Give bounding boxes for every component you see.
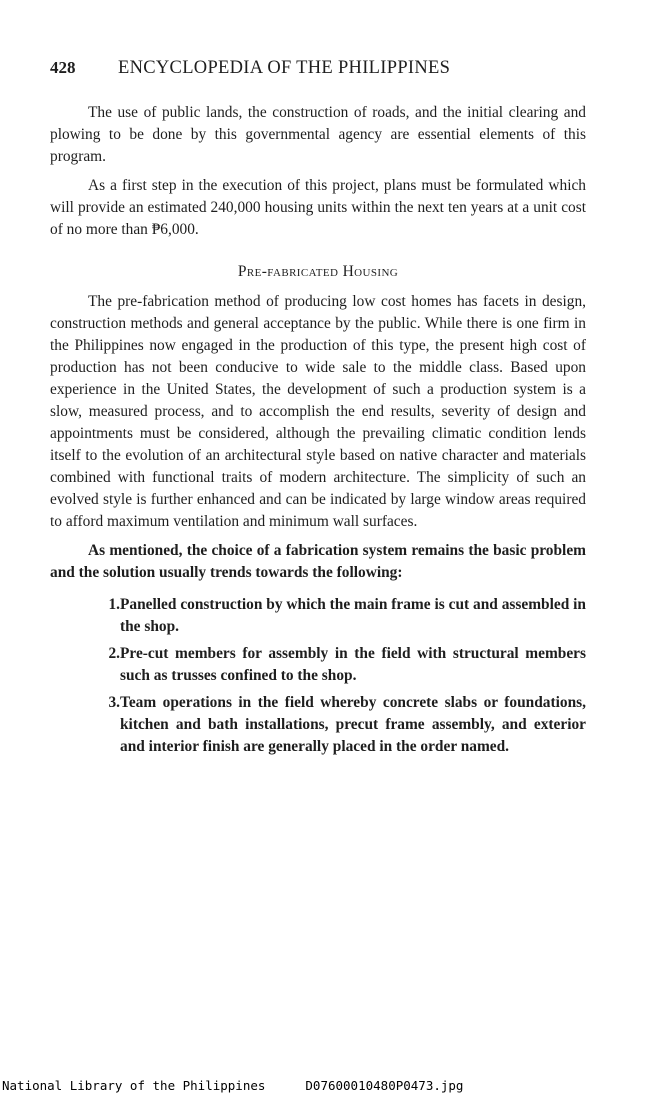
page-number: 428: [50, 58, 76, 77]
book-page: [50, 58, 586, 763]
list-item: [50, 643, 586, 687]
page-header: [50, 58, 586, 88]
list-item: [50, 594, 586, 638]
list-item-number: 2.: [108, 645, 120, 662]
section-heading: Pre-fabricated Housing: [237, 263, 399, 280]
footer-file-id: D07600010480P0473.jpg: [305, 1078, 464, 1093]
paragraph-prefabrication: The pre-fabrication method of producing low cost homes has facets in design, construction methods and general acceptance by the public. While there is one firm in the Philippines now engaged in the production of this type, the present high cost of production has not been conducive to wide sale to the middle class. Based upon experience in the United States, the development of such a production system is a slow, measured process, and to accomplish the end results, severity of design and appointments must be considered, although the prevailing climatic condition lends itself to the evolution of an architectural style based on native character and materials combined with functional traits of modern architecture. The simplicity of such an evolved style is further enhanced and can be indicated by large window areas required to afford maximum ventilation and minimum wall surfaces.: [50, 293, 586, 530]
paragraph-first-step: As a first step in the execution of this project, plans must be formulated which will provide an estimated 240,000 housing units within the next ten years at a unit cost of no more than ₱6,000.: [50, 177, 586, 238]
list-item-number: 1.: [108, 596, 120, 613]
paragraph-fabrication-choice: As mentioned, the choice of a fabrication system remains the basic problem and the solution usually trends towards the following:: [50, 542, 586, 581]
paragraph-public-lands: The use of public lands, the construction of roads, and the initial clearing and plowing to be done by this governmental agency are essential elements of this program.: [50, 104, 586, 165]
scan-footer: [2, 1078, 463, 1093]
list-item-text: Team operations in the field whereby concrete slabs or foundations, kitchen and bath installations, precut frame assembly, and exterior and interior finish are generally placed in the order named.: [120, 694, 586, 755]
footer-library: National Library of the Philippines: [2, 1078, 266, 1093]
fabrication-options-list: [50, 594, 586, 758]
list-item-text: Panelled construction by which the main frame is cut and assembled in the shop.: [120, 596, 586, 635]
list-item-text: Pre-cut members for assembly in the field with structural members such as trusses confined to the shop.: [120, 645, 586, 684]
running-head: ENCYCLOPEDIA OF THE PHILIPPINES: [118, 58, 451, 78]
list-item: [50, 692, 586, 758]
list-item-number: 3.: [108, 694, 120, 711]
